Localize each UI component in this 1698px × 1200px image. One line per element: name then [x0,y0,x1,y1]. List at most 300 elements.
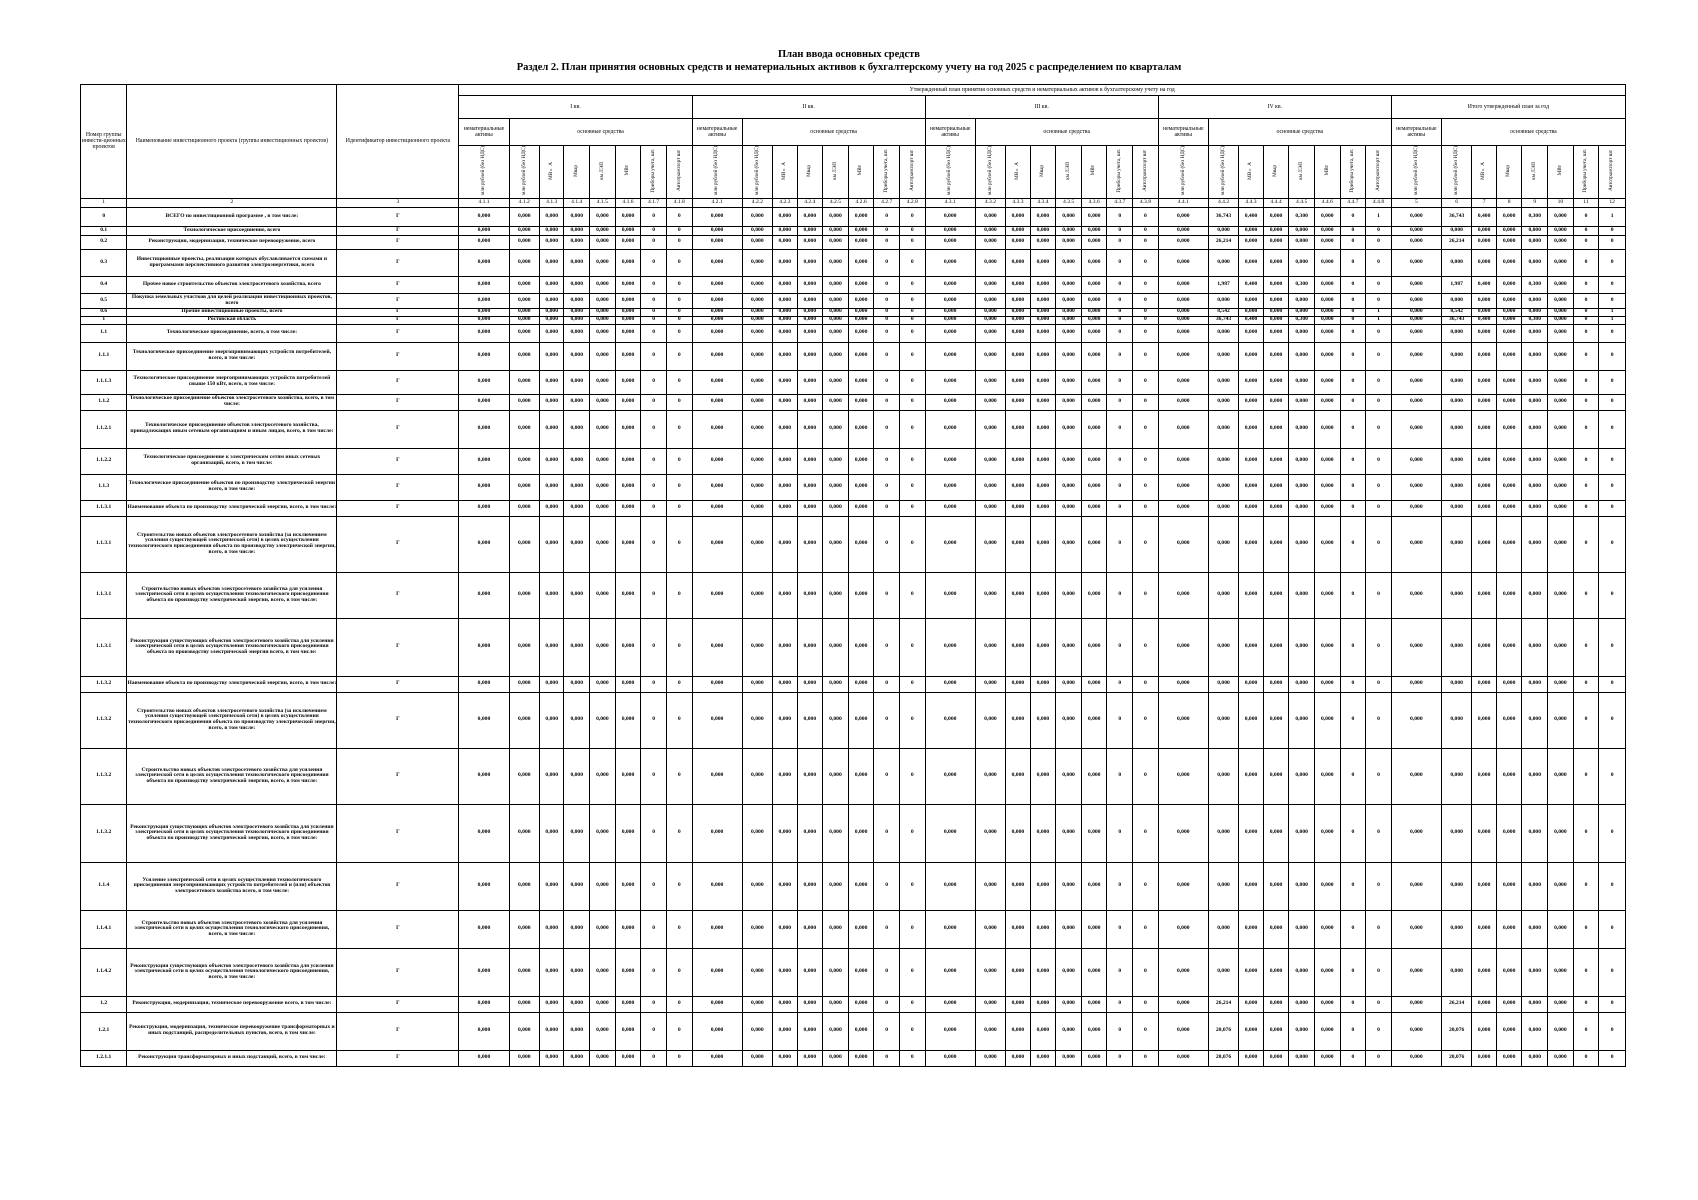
cell-value: 1 [1599,207,1626,226]
cell-value: 0,000 [1289,324,1315,342]
row-identifier: Г [337,293,459,308]
row-number: 1.1.3 [81,474,127,500]
cell-value: 0,000 [540,410,564,448]
cell-value: 0 [1107,996,1133,1012]
cell-value: 0,000 [692,500,742,516]
cell-value: 0,000 [975,308,1006,316]
cell-value: 0,000 [742,996,773,1012]
row-project-name: Усиление электрической сети в целях осуществления технологического присоединения энергопринимающих устройств потребителей и (или) объектов электросетевого хозяйства всего, в том числе: [127,862,337,910]
cell-value: 0,000 [615,474,641,500]
cell-value: 0,000 [459,394,509,410]
cell-value: 0,000 [459,249,509,276]
cell-value: 0,000 [1496,235,1522,249]
cell-value: 0,000 [1314,276,1340,293]
column-number: 4.2.7 [874,198,900,207]
row-identifier: Г [337,308,459,316]
cell-value: 0,000 [1522,516,1548,572]
cell-value: 0,000 [1548,293,1574,308]
unit-header [823,146,849,199]
cell-value: 0 [1107,1050,1133,1066]
row-identifier: Г [337,692,459,748]
cell-value: 0 [1599,293,1626,308]
cell-value: 0,000 [1522,804,1548,862]
cell-value: 0,000 [797,249,823,276]
unit-header [1441,146,1472,199]
cell-value: 0,000 [459,516,509,572]
cell-value: 0,000 [1496,500,1522,516]
row-number: 1.2 [81,996,127,1012]
cell-value: 0,000 [848,226,874,235]
cell-value: 0,000 [823,448,849,474]
unit-label: Приборы учета, шт. [1349,148,1356,193]
table-row [81,692,1626,748]
cell-value: 0,000 [615,1050,641,1066]
cell-value: 0 [1107,249,1133,276]
cell-value: 0,000 [692,572,742,618]
cell-value: 26,214 [1208,235,1239,249]
cell-value: 0 [900,394,926,410]
cell-value: 0,000 [1006,410,1030,448]
cell-value: 0,000 [925,1012,975,1050]
cell-value: 0,000 [1263,500,1289,516]
cell-value: 0,000 [509,324,540,342]
cell-value: 0,000 [773,207,797,226]
table-row [81,572,1626,618]
cell-value: 0,000 [773,692,797,748]
cell-value: 0,000 [742,324,773,342]
cell-value: 0,000 [797,394,823,410]
cell-value: 0,000 [1496,249,1522,276]
cell-value: 0,000 [925,249,975,276]
cell-value: 0,000 [1496,370,1522,394]
cell-value: 0,000 [509,394,540,410]
cell-value: 0,000 [742,516,773,572]
cell-value: 0 [1107,474,1133,500]
unit-header [1239,146,1263,199]
cell-value: 0,000 [823,235,849,249]
unit-label: млн рублей (без НДС) [1219,146,1226,195]
cell-value: 0,000 [692,235,742,249]
cell-value: 0,000 [1472,474,1496,500]
table-row [81,748,1626,804]
cell-value: 0,000 [975,370,1006,394]
cell-value: 0 [1340,748,1366,804]
cell-value: 0,000 [1289,410,1315,448]
cell-value: 0,000 [797,474,823,500]
cell-value: 0 [1599,1012,1626,1050]
table-row [81,1050,1626,1066]
cell-value: 0,000 [1081,410,1107,448]
cell-value: 0 [1133,748,1159,804]
cell-value: 0,000 [1441,410,1472,448]
cell-value: 0,000 [692,676,742,692]
cell-value: 0 [900,249,926,276]
column-number: 4.3.1 [925,198,975,207]
cell-value: 0,000 [823,910,849,948]
cell-value: 0 [1599,618,1626,676]
column-number: 8 [1496,198,1522,207]
cell-value: 0,000 [564,448,590,474]
cell-value: 0,000 [1548,618,1574,676]
cell-value: 0,000 [1263,448,1289,474]
cell-value: 0,000 [1314,235,1340,249]
cell-value: 0,000 [1158,207,1208,226]
cell-value: 0,000 [1472,448,1496,474]
column-number: 4.2.2 [742,198,773,207]
cell-value: 0,000 [692,1050,742,1066]
row-project-name: Реконструкция существующих объектов электросетевого хозяйства для усиления электрической сети в целях осуществления технологического присоединения, всего, в том числе: [127,948,337,996]
row-identifier: Г [337,207,459,226]
cell-value: 0,000 [848,316,874,324]
cell-value: 0 [666,308,692,316]
cell-value: 0,000 [742,618,773,676]
cell-value: 0,000 [564,1050,590,1066]
cell-value: 0 [1107,342,1133,370]
cell-value: 0,000 [564,500,590,516]
column-number: 4.3.3 [1006,198,1030,207]
cell-value: 0,000 [823,804,849,862]
cell-value: 0 [641,1050,667,1066]
cell-value: 8,542 [1208,308,1239,316]
row-identifier: Г [337,1050,459,1066]
cell-value: 0,000 [975,207,1006,226]
cell-value: 0,000 [1314,474,1340,500]
cell-value: 0,000 [459,474,509,500]
cell-value: 0,000 [615,370,641,394]
cell-value: 0 [874,293,900,308]
cell-value: 0,000 [925,324,975,342]
cell-value: 0 [1340,676,1366,692]
cell-value: 0,000 [459,572,509,618]
row-project-name: Реконструкция, модернизация, техническое перевооружение трансформаторных и иных подстанций, распределительных пунктов, всего, в том числе: [127,1012,337,1050]
cell-value: 0,000 [925,448,975,474]
row-identifier: Г [337,316,459,324]
cell-value: 0,000 [848,862,874,910]
cell-value: 0,000 [564,410,590,448]
cell-value: 0,000 [797,1012,823,1050]
cell-value: 0,000 [564,676,590,692]
unit-label: Мвар [806,164,813,177]
cell-value: 0,000 [1263,948,1289,996]
cell-value: 0,000 [590,235,616,249]
cell-value: 0,000 [615,410,641,448]
cell-value: 0,000 [1263,308,1289,316]
unit-header [1496,146,1522,199]
row-number: 1.1.1.3 [81,370,127,394]
cell-value: 0 [874,996,900,1012]
cell-value: 0,000 [509,572,540,618]
cell-value: 0 [1133,948,1159,996]
cell-value: 0 [666,474,692,500]
unit-label: Приборы учета, шт. [1582,148,1589,193]
cell-value: 0,000 [564,226,590,235]
cell-value: 0 [1107,207,1133,226]
cell-value: 0,000 [1441,516,1472,572]
cell-value: 0,000 [1472,572,1496,618]
cell-value: 0,000 [823,342,849,370]
cell-value: 0,000 [1081,293,1107,308]
cell-value: 0,000 [1081,207,1107,226]
cell-value: 0 [1573,324,1599,342]
cell-value: 0,000 [742,276,773,293]
cell-value: 0,000 [1081,226,1107,235]
row-project-name: Строительство новых объектов электросетевого хозяйства (за исключением усиления существующей электрической сети) в целях осуществления технологического присоединения объекта по производству электрической энергии, всего, в том числе: [127,516,337,572]
cell-value: 0,000 [742,948,773,996]
cell-value: 0,000 [1030,500,1056,516]
cell-value: 0,000 [590,1050,616,1066]
cell-value: 0,000 [692,618,742,676]
cell-value: 0,000 [1030,249,1056,276]
cell-value: 0 [1340,474,1366,500]
cell-value: 0,000 [1496,276,1522,293]
cell-value: 0,000 [1030,516,1056,572]
unit-header [1599,146,1626,199]
row-number: 1.1.4 [81,862,127,910]
cell-value: 0,000 [797,276,823,293]
unit-label: млн рублей (без НДС) [520,146,527,195]
cell-value: 0 [1366,394,1392,410]
cell-value: 0,000 [1314,249,1340,276]
cell-value: 0,000 [925,394,975,410]
cell-value: 0,000 [742,293,773,308]
unit-label: Автотранспорт шт [1374,150,1381,191]
cell-value: 0 [1573,474,1599,500]
cell-value: 0,000 [797,207,823,226]
cell-value: 0,000 [590,618,616,676]
cell-value: 0,000 [797,226,823,235]
row-identifier: Г [337,996,459,1012]
cell-value: 1 [1599,316,1626,324]
cell-value: 0,000 [692,394,742,410]
cell-value: 0,000 [1239,910,1263,948]
cell-value: 0 [1599,692,1626,748]
row-project-name: Технологическое присоединение объектов по производству электрической энергии всего, в том числе: [127,474,337,500]
row-identifier: Г [337,370,459,394]
cell-value: 0,000 [1472,370,1496,394]
cell-value: 0,000 [1441,226,1472,235]
cell-value: 0,000 [975,1012,1006,1050]
cell-value: 0,000 [459,448,509,474]
row-number: 0.1 [81,226,127,235]
cell-value: 1 [1366,316,1392,324]
cell-value: 0,000 [1081,996,1107,1012]
cell-value: 0,000 [1391,996,1441,1012]
intangible-assets-header: нематериальные активы [925,119,975,146]
row-number: 1.1.3.1 [81,500,127,516]
cell-value: 0 [641,474,667,500]
cell-value: 0,000 [1263,1050,1289,1066]
cell-value: 0,000 [1472,410,1496,448]
cell-value: 0,000 [590,804,616,862]
cell-value: 0,000 [459,910,509,948]
cell-value: 0,000 [1158,1050,1208,1066]
cell-value: 0,000 [823,474,849,500]
cell-value: 0,000 [1548,1050,1574,1066]
row-project-name: Наименование объекта по производству электрической энергии, всего, в том числе: [127,676,337,692]
cell-value: 0,000 [692,308,742,316]
cell-value: 0,000 [1056,996,1082,1012]
cell-value: 0 [1366,804,1392,862]
cell-value: 0,000 [848,618,874,676]
cell-value: 0,000 [1391,1050,1441,1066]
cell-value: 0,000 [1314,748,1340,804]
cell-value: 0,000 [615,692,641,748]
cell-value: 0,000 [1496,516,1522,572]
cell-value: 0,000 [1548,996,1574,1012]
cell-value: 0,000 [773,235,797,249]
table-row [81,226,1626,235]
cell-value: 0,400 [1239,276,1263,293]
cell-value: 0 [641,996,667,1012]
cell-value: 0,000 [615,948,641,996]
cell-value: 0,000 [1006,748,1030,804]
cell-value: 0,000 [1263,676,1289,692]
cell-value: 0 [900,500,926,516]
cell-value: 0,000 [615,226,641,235]
cell-value: 1 [1366,308,1392,316]
cell-value: 0,000 [742,910,773,948]
cell-value: 0,000 [1030,1050,1056,1066]
column-number: 4.2.4 [797,198,823,207]
cell-value: 0,300 [1289,276,1315,293]
cell-value: 0,000 [1030,207,1056,226]
cell-value: 0 [874,572,900,618]
cell-value: 0 [1573,394,1599,410]
column-number: 4.3.2 [975,198,1006,207]
cell-value: 0,400 [1472,316,1496,324]
cell-value: 0,000 [1391,226,1441,235]
cell-value: 0,000 [1391,1012,1441,1050]
cell-value: 0,000 [1522,996,1548,1012]
column-number: 4.2.5 [823,198,849,207]
cell-value: 0,000 [590,324,616,342]
cell-value: 0,000 [590,394,616,410]
cell-value: 0 [641,948,667,996]
cell-value: 0 [1107,676,1133,692]
fixed-assets-header: основные средства [742,119,925,146]
column-number: 10 [1548,198,1574,207]
cell-value: 0,000 [1496,676,1522,692]
cell-value: 0,000 [823,316,849,324]
column-number: 7 [1472,198,1496,207]
cell-value: 0,000 [1208,910,1239,948]
table-row [81,370,1626,394]
cell-value: 0 [1107,308,1133,316]
cell-value: 0 [900,342,926,370]
cell-value: 0,000 [1289,293,1315,308]
cell-value: 0,000 [823,748,849,804]
intangible-assets-header: нематериальные активы [692,119,742,146]
cell-value: 0,000 [1158,235,1208,249]
cell-value: 0 [874,1012,900,1050]
cell-value: 0,000 [1056,370,1082,394]
cell-value: 0,000 [459,676,509,692]
cell-value: 0,000 [1263,410,1289,448]
cell-value: 0,000 [797,500,823,516]
table-row [81,293,1626,308]
cell-value: 0,000 [1522,862,1548,910]
cell-value: 0,000 [1056,249,1082,276]
cell-value: 0,000 [1208,692,1239,748]
cell-value: 0,000 [564,692,590,748]
cell-value: 0,000 [1081,748,1107,804]
cell-value: 0,000 [590,500,616,516]
cell-value: 0,000 [509,207,540,226]
column-number: 4.1.1 [459,198,509,207]
cell-value: 0,000 [773,910,797,948]
cell-value: 0,000 [773,394,797,410]
cell-value: 0,000 [615,748,641,804]
cell-value: 0,000 [1548,1012,1574,1050]
cell-value: 0 [874,324,900,342]
cell-value: 0,000 [1263,996,1289,1012]
cell-value: 0,000 [1289,235,1315,249]
cell-value: 0,000 [459,324,509,342]
cell-value: 0,000 [1263,293,1289,308]
cell-value: 0,000 [1522,324,1548,342]
cell-value: 0,000 [742,410,773,448]
unit-header [666,146,692,199]
column-number: 6 [1441,198,1472,207]
cell-value: 0,000 [540,394,564,410]
cell-value: 0,000 [540,676,564,692]
cell-value: 0,000 [1158,618,1208,676]
cell-value: 0,000 [540,474,564,500]
cell-value: 0 [1107,1012,1133,1050]
cell-value: 20,076 [1441,1050,1472,1066]
cell-value: 0,000 [1522,676,1548,692]
unit-header [615,146,641,199]
cell-value: 0,000 [742,342,773,370]
cell-value: 0,000 [1391,572,1441,618]
cell-value: 0 [1573,448,1599,474]
cell-value: 0 [666,516,692,572]
column-number: 4.4.1 [1158,198,1208,207]
cell-value: 0,000 [692,410,742,448]
cell-value: 0,000 [509,316,540,324]
cell-value: 0,000 [848,474,874,500]
cell-value: 0,000 [1391,235,1441,249]
cell-value: 0 [666,276,692,293]
cell-value: 0,000 [590,342,616,370]
cell-value: 0,000 [1239,308,1263,316]
cell-value: 0,000 [590,516,616,572]
cell-value: 0,000 [975,276,1006,293]
cell-value: 0,000 [1496,1012,1522,1050]
cell-value: 0 [1133,500,1159,516]
cell-value: 0 [1573,862,1599,910]
table-row [81,410,1626,448]
row-number: 1.1.3.1 [81,618,127,676]
cell-value: 0 [900,692,926,748]
cell-value: 0,000 [742,500,773,516]
row-number: 1.1.2.2 [81,448,127,474]
cell-value: 0,000 [1496,948,1522,996]
cell-value: 0,000 [925,862,975,910]
cell-value: 0,000 [742,249,773,276]
header-project-ident: Идентификатор инвестиционного проекта [337,85,459,199]
cell-value: 0 [1573,948,1599,996]
cell-value: 0,000 [459,226,509,235]
cell-value: 0,000 [848,500,874,516]
column-number: 1 [81,198,127,207]
cell-value: 0 [1133,474,1159,500]
cell-value: 0,000 [1208,448,1239,474]
column-number: 4.1.6 [615,198,641,207]
cell-value: 0 [641,226,667,235]
row-identifier: Г [337,676,459,692]
cell-value: 0,000 [1472,1012,1496,1050]
